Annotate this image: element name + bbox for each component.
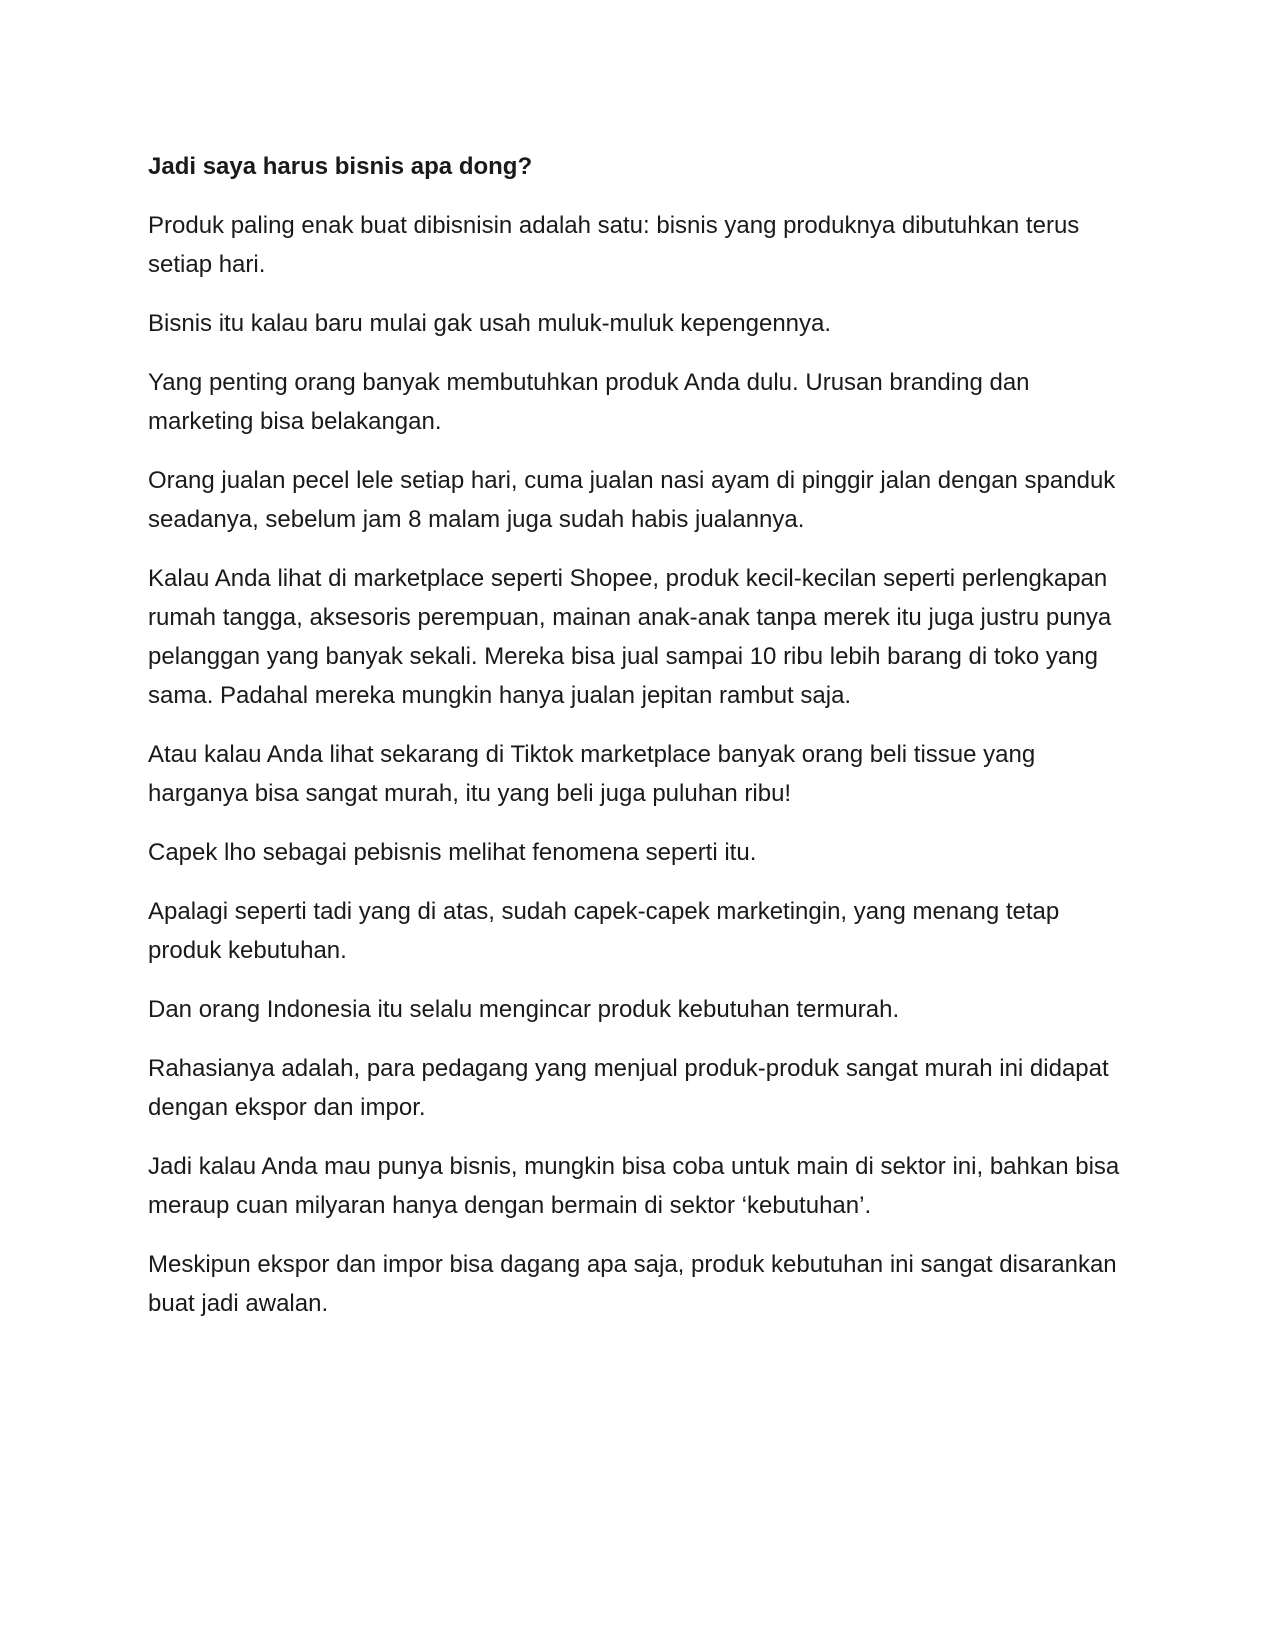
- paragraph-11: Jadi kalau Anda mau punya bisnis, mungkin bisa coba untuk main di sektor ini, bahkan bisa meraup cuan milyaran hanya dengan bermain di sektor ‘kebutuhan’.: [148, 1153, 1120, 1219]
- paragraph-12: Meskipun ekspor dan impor bisa dagang apa saja, produk kebutuhan ini sangat disarankan buat jadi awalan.: [148, 1251, 1117, 1317]
- paragraph-5: Kalau Anda lihat di marketplace seperti Shopee, produk kecil-kecilan seperti perlengkapan rumah tangga, aksesoris perempuan, mainan anak-anak tanpa merek itu juga justru punya pelanggan yang banyak sekali. Mereka bisa jual sampai 10 ribu lebih barang di toko yang sama. Padahal mereka mungkin hanya jualan jepitan rambut saja.: [148, 565, 1112, 709]
- paragraph-2: Bisnis itu kalau baru mulai gak usah muluk-muluk kepengennya.: [148, 310, 832, 337]
- paragraph-3: Yang penting orang banyak membutuhkan produk Anda dulu. Urusan branding dan marketing bisa belakangan.: [148, 369, 1030, 435]
- paragraph-4: Orang jualan pecel lele setiap hari, cuma jualan nasi ayam di pinggir jalan dengan spanduk seadanya, sebelum jam 8 malam juga sudah habis jualannya.: [148, 467, 1116, 533]
- paragraph-9: Dan orang Indonesia itu selalu mengincar produk kebutuhan termurah.: [148, 996, 900, 1023]
- paragraph-6: Atau kalau Anda lihat sekarang di Tiktok marketplace banyak orang beli tissue yang harganya bisa sangat murah, itu yang beli juga puluhan ribu!: [148, 741, 1036, 807]
- paragraph-8: Apalagi seperti tadi yang di atas, sudah capek-capek marketingin, yang menang tetap produk kebutuhan.: [148, 898, 1060, 964]
- document-body: [148, 148, 1130, 1343]
- paragraph-1: Produk paling enak buat dibisnisin adalah satu: bisnis yang produknya dibutuhkan terus setiap hari.: [148, 212, 1080, 278]
- paragraph-10: Rahasianya adalah, para pedagang yang menjual produk-produk sangat murah ini didapat dengan ekspor dan impor.: [148, 1055, 1109, 1121]
- section-heading: Jadi saya harus bisnis apa dong?: [148, 153, 533, 180]
- paragraph-7: Capek lho sebagai pebisnis melihat fenomena seperti itu.: [148, 839, 757, 866]
